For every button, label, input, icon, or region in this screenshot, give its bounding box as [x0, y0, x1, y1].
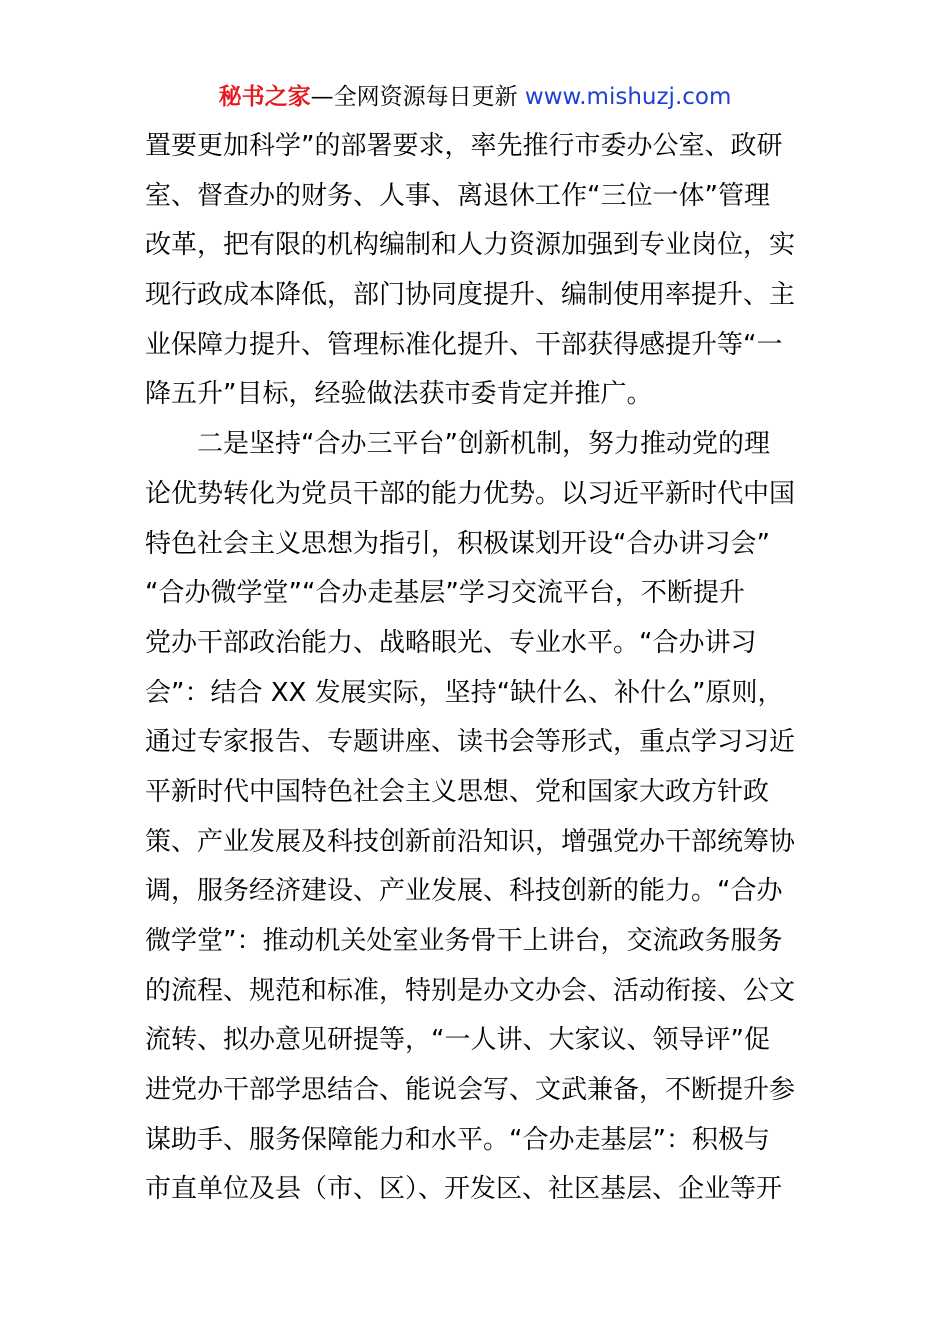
- text-line: 微学堂”：推动机关处室业务骨干上讲台，交流政务服务: [145, 926, 783, 956]
- text-line: 降五升”目标，经验做法获市委肯定并推广。: [145, 379, 653, 410]
- page-header: [0, 80, 950, 114]
- text-line: 流转、拟办意见研提等，“一人讲、大家议、领导评”促: [145, 1025, 770, 1056]
- text-line: “合办微学堂”“合办走基层”学习交流平台，不断提升: [145, 578, 745, 609]
- site-url-link[interactable]: www.mishuzj.com: [524, 84, 732, 110]
- site-brand-name: 秘书之家: [218, 84, 311, 110]
- paragraph-start-line: 二是坚持“合办三平台”创新机制，努力推动党的理: [197, 429, 770, 460]
- text-line: 谋助手、服务保障能力和水平。“合办走基层”：积极与: [145, 1124, 770, 1155]
- text-line: 业保障力提升、管理标准化提升、干部获得感提升等“一: [145, 329, 783, 360]
- text-line: 室、督查办的财务、人事、离退休工作“三位一体”管理: [145, 180, 770, 211]
- text-line: 市直单位及县（市、区）、开发区、社区基层、企业等开: [145, 1174, 783, 1205]
- site-tagline: —全网资源每日更新: [310, 84, 525, 110]
- text-line: 的流程、规范和标准，特别是办文办会、活动衔接、公文: [145, 975, 796, 1006]
- text-line: 现行政成本降低，部门协同度提升、编制使用率提升、主: [145, 280, 796, 311]
- text-line: 改革，把有限的机构编制和人力资源加强到专业岗位，实: [145, 230, 796, 261]
- text-line: 进党办干部学思结合、能说会写、文武兼备，不断提升参: [145, 1075, 796, 1106]
- text-line: 平新时代中国特色社会主义思想、党和国家大政方针政: [145, 776, 770, 807]
- text-line: 会”：结合 XX 发展实际，坚持“缺什么、补什么”原则，: [145, 677, 784, 708]
- text-line: 论优势转化为党员干部的能力优势。以习近平新时代中国: [145, 478, 796, 509]
- text-line: 置要更加科学”的部署要求，率先推行市委办公室、政研: [145, 131, 783, 161]
- text-line: 通过专家报告、专题讲座、读书会等形式，重点学习习近: [145, 727, 796, 758]
- text-line: 策、产业发展及科技创新前沿知识，增强党办干部统筹协: [145, 826, 796, 857]
- text-line: 党办干部政治能力、战略眼光、专业水平。“合办讲习: [145, 627, 757, 658]
- text-line: 特色社会主义思想为指引，积极谋划开设“合办讲习会”: [145, 528, 770, 559]
- document-body: [145, 122, 810, 1215]
- text-line: 调，服务经济建设、产业发展、科技创新的能力。“合办: [145, 876, 783, 907]
